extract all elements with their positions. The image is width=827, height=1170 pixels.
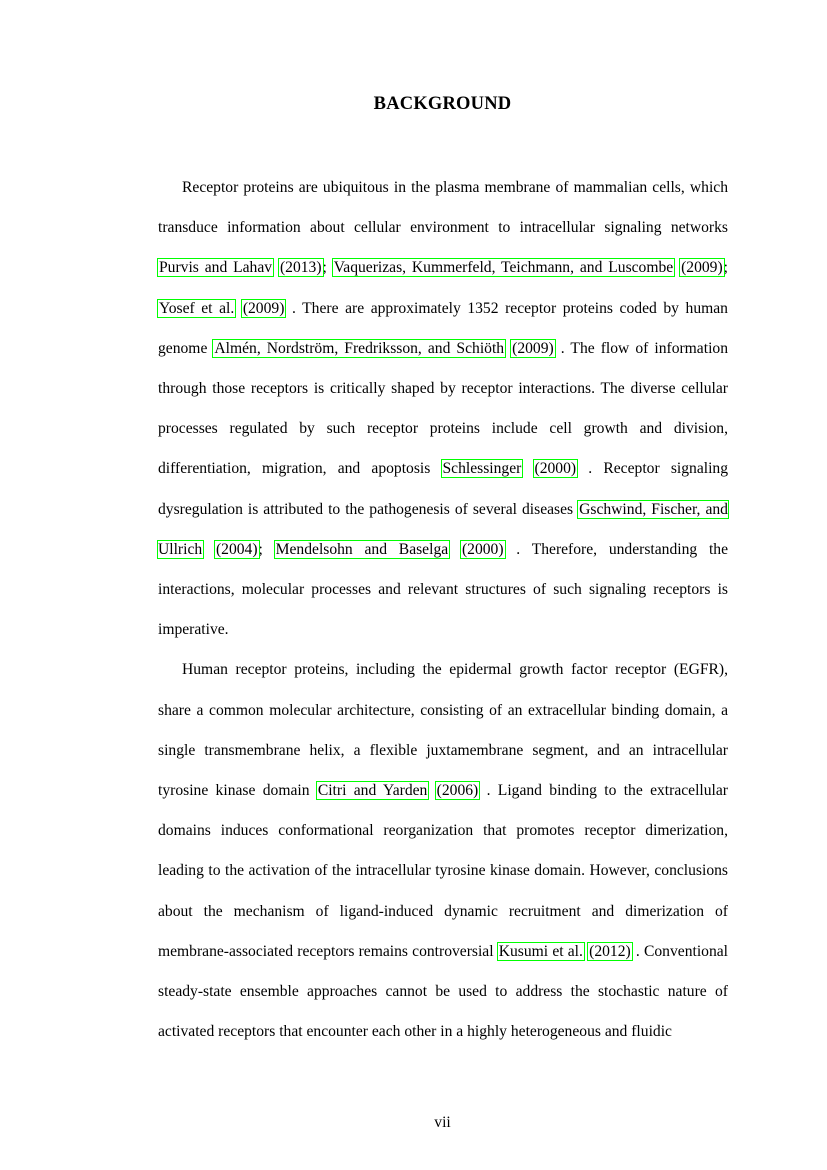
citation-year-link[interactable]: (2004)	[215, 540, 258, 558]
citation-link[interactable]: Gschwind, Fischer, and Ullrich	[158, 500, 728, 558]
paragraph-1: Receptor proteins are ubiquitous in the plasma membrane of mammalian cells, which transduce information about cellular environment to intracellular signaling networks Purvis and Lahav (2013); Vaquerizas, Kummerfeld, Teichmann, and Luscombe (2009); Yosef et al. (2009) . There are approximately 1352 receptor proteins coded by human genome Almén, Nordström, Fredriksson, and Schiöth (2009) . The flow of information through those receptors is critically shaped by receptor interactions. The diverse cellular processes regulated by such receptor proteins include cell growth and division, differentiation, migration, and apoptosis Schlessinger (2000) . Receptor signaling dysregulation is attributed to the pathogenesis of several diseases Gschwind, Fischer, and Ullrich (2004); Mendelsohn and Baselga (2000) . Therefore, understanding the interactions, molecular processes and relevant structures of such signaling receptors is imperative.	[158, 179, 729, 639]
text-run: Receptor proteins are ubiquitous in the plasma membrane of mammalian cells, which transduce information about cellular environment to intracellular signaling networks	[158, 179, 728, 237]
section-title: BACKGROUND	[373, 94, 512, 114]
citation-link[interactable]: Kusumi et al.	[498, 942, 583, 960]
citation-link[interactable]: Almén, Nordström, Fredriksson, and Schiöth	[214, 339, 505, 357]
citation-link[interactable]: Vaquerizas, Kummerfeld, Teichmann, and Luscombe	[333, 259, 674, 277]
citation-year-link[interactable]: (2000)	[534, 460, 577, 478]
citation-link[interactable]: Citri and Yarden	[317, 782, 428, 800]
text-run: . Receptor signaling dysregulation is attributed to the pathogenesis of several diseases	[158, 460, 728, 518]
paragraph-2	[158, 650, 728, 1052]
body-text	[158, 168, 728, 1052]
text-run: . There are approximately 1352 receptor proteins coded by human genome	[158, 299, 728, 357]
citation-year-link[interactable]: (2013)	[279, 259, 322, 277]
text-run: Human receptor proteins, including the epidermal growth factor receptor (EGFR), share a common molecular architecture, consisting of an extracellular binding domain, a single transmembrane helix, a flexible juxtamembrane segment, and an intracellular tyrosine kinase domain	[158, 661, 728, 800]
citation-link[interactable]: Mendelsohn and Baselga	[275, 540, 449, 558]
citation-year-link[interactable]: (2000)	[461, 540, 504, 558]
text-run: . Conventional steady-state ensemble approaches cannot be used to address the stochastic nature of activated receptors that encounter each other in a highly heterogeneous and fluidic	[158, 942, 729, 1041]
text-run: . Therefore, understanding the interactions, molecular processes and relevant structures of such signaling receptors is imperative.	[158, 540, 728, 639]
citation-year-link[interactable]: (2012)	[589, 942, 631, 960]
citation-year-link[interactable]: (2009)	[242, 299, 285, 317]
citation-link[interactable]: Yosef et al.	[159, 299, 235, 317]
text-run: . Ligand binding to the extracellular domains induces conformational reorganization that promotes receptor dimerization, leading to the activation of the intracellular tyrosine kinase domain. However, conclusions about the mechanism of ligand-induced dynamic recruitment and dimerization of membrane-associated receptors remains controversial	[158, 782, 729, 960]
page-number: vii	[434, 1114, 451, 1131]
citation-year-link[interactable]: (2009)	[512, 339, 554, 357]
citation-link[interactable]: Schlessinger	[442, 460, 522, 478]
citation-link[interactable]: Purvis and Lahav	[159, 259, 273, 277]
text-run: . The flow of information through those receptors is critically shaped by receptor interactions. The diverse cellular processes regulated by such receptor proteins include cell growth and division, differentiation, migration, and apoptosis	[158, 339, 728, 478]
citation-year-link[interactable]: (2009)	[681, 259, 723, 277]
citation-year-link[interactable]: (2006)	[436, 782, 479, 800]
